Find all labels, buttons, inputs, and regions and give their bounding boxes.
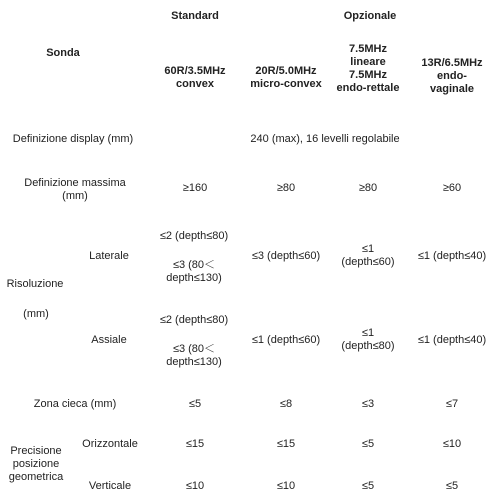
dead-zone-value-3: ≤3 xyxy=(361,398,375,410)
row-label-precision: Precisione posizione geometrica xyxy=(8,445,64,483)
vertical-value-3: ≤5 xyxy=(361,480,375,492)
sub-label-vertical: Verticale xyxy=(88,480,132,492)
horizontal-value-3: ≤5 xyxy=(361,438,375,450)
max-definition-value-2: ≥80 xyxy=(276,182,296,194)
axial-value-1b: ≤3 (80＜ depth≤130) xyxy=(166,343,222,368)
max-definition-value-1: ≥160 xyxy=(182,182,208,194)
row-label-max-definition: Definizione massima (mm) xyxy=(24,177,126,202)
row-label-display: Definizione display (mm) xyxy=(12,133,134,145)
dead-zone-value-1: ≤5 xyxy=(188,398,202,410)
max-definition-value-4: ≥60 xyxy=(442,182,462,194)
lateral-value-1a: ≤2 (depth≤80) xyxy=(159,230,229,242)
axial-value-2: ≤1 (depth≤60) xyxy=(251,334,321,346)
header-optional: Opzionale xyxy=(343,10,397,22)
lateral-value-2: ≤3 (depth≤60) xyxy=(251,250,321,262)
axial-value-3: ≤1 (depth≤80) xyxy=(341,327,395,352)
row-label-resolution: Risoluzione xyxy=(6,278,64,290)
horizontal-value-1: ≤15 xyxy=(185,438,205,450)
vertical-value-4: ≤5 xyxy=(445,480,459,492)
horizontal-value-2: ≤15 xyxy=(276,438,296,450)
max-definition-value-3: ≥80 xyxy=(358,182,378,194)
sub-label-lateral: Laterale xyxy=(89,250,129,262)
probe-header-2: 20R/5.0MHz micro-convex xyxy=(250,65,322,90)
probe-header-1: 60R/3.5MHz convex xyxy=(164,65,226,90)
probe-header-4: 13R/6.5MHz endo- vaginale xyxy=(421,57,483,95)
axial-value-1a: ≤2 (depth≤80) xyxy=(159,314,229,326)
probe-header-3: 7.5MHz lineare 7.5MHz endo-rettale xyxy=(336,43,400,94)
vertical-value-1: ≤10 xyxy=(185,480,205,492)
display-value: 240 (max), 16 levelli regolabile xyxy=(250,133,400,145)
sub-label-horizontal: Orizzontale xyxy=(82,438,138,450)
dead-zone-value-2: ≤8 xyxy=(279,398,293,410)
lateral-value-4: ≤1 (depth≤40) xyxy=(417,250,487,262)
axial-value-4: ≤1 (depth≤40) xyxy=(417,334,487,346)
header-sonda: Sonda xyxy=(46,47,80,59)
dead-zone-value-4: ≤7 xyxy=(445,398,459,410)
horizontal-value-4: ≤10 xyxy=(442,438,462,450)
sub-label-axial: Assiale xyxy=(91,334,127,346)
row-label-dead-zone: Zona cieca (mm) xyxy=(33,398,117,410)
vertical-value-2: ≤10 xyxy=(276,480,296,492)
resolution-unit: (mm) xyxy=(23,308,49,320)
lateral-value-3: ≤1 (depth≤60) xyxy=(341,243,395,268)
lateral-value-1b: ≤3 (80＜ depth≤130) xyxy=(166,259,222,284)
header-standard: Standard xyxy=(171,10,219,22)
